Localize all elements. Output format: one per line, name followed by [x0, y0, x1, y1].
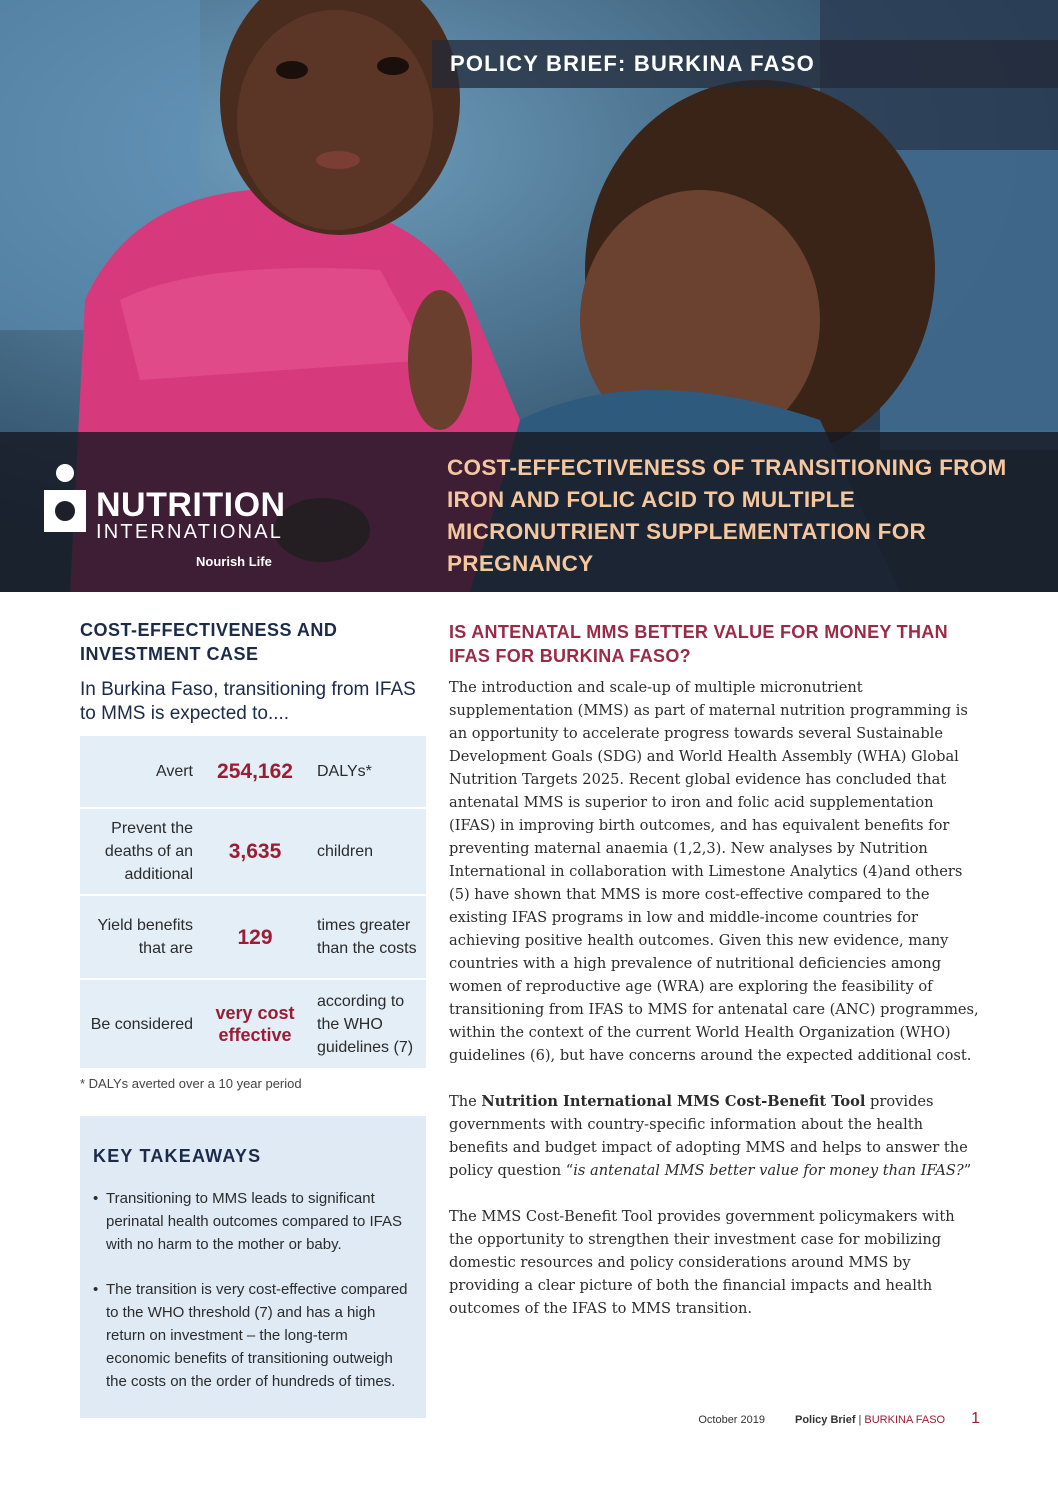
footer-country: BURKINA FASO [864, 1414, 946, 1426]
stat-unit: times greater than the costs [317, 917, 417, 957]
stat-label: Yield benefits that are [97, 917, 193, 957]
investment-heading: COST-EFFECTIVENESS AND INVESTMENT CASE [80, 620, 338, 664]
stat-row [80, 809, 426, 896]
paragraph-policymakers: The MMS Cost-Benefit Tool provides government policymakers with the opportunity to strengthen their investment case for mobilizing domestic resources and policy considerations around MMS by providing a clear picture of both the financial impacts and health outcomes of the IFAS to MMS transition. [449, 1208, 955, 1317]
investment-case-section [80, 618, 426, 726]
key-takeaways-box [80, 1116, 426, 1418]
stat-value: 254,162 [217, 760, 293, 783]
logo-dot-icon [56, 464, 74, 482]
list-item: • The transition is very cost-effective compared to the WHO threshold (7) and has a high return on investment – the long-term economic benefits of transitioning outweigh the costs on the order of hundreds of times. [93, 1278, 412, 1393]
logo-subtitle: INTERNATIONAL [96, 521, 284, 543]
article-section [449, 620, 979, 1343]
page-number: 1 [971, 1410, 980, 1427]
text-span: ” [963, 1162, 972, 1179]
logo-tagline: Nourish Life [196, 554, 272, 569]
question-heading: IS ANTENATAL MMS BETTER VALUE FOR MONEY THAN IFAS FOR BURKINA FASO? [449, 622, 948, 666]
page-footer [698, 1410, 980, 1428]
text-span: The [449, 1093, 482, 1110]
takeaways-heading: KEY TAKEAWAYS [93, 1146, 262, 1166]
stat-label: Avert [155, 763, 193, 780]
stat-unit: children [317, 843, 374, 860]
footer-doc-type: Policy Brief [795, 1414, 856, 1426]
takeaways-list [93, 1187, 412, 1393]
stats-table [80, 736, 426, 1068]
stat-unit: DALYs* [317, 763, 372, 780]
policy-question: is antenatal MMS better value for money than IFAS? [573, 1162, 964, 1179]
logo-wordmark: NUTRITION [96, 486, 286, 524]
footer-separator: | [858, 1414, 862, 1426]
list-item: • Transitioning to MMS leads to significant perinatal health outcomes compared to IFAS with no harm to the mother or baby. [93, 1187, 412, 1256]
stat-value: very cost effective [215, 1003, 295, 1045]
paragraph-tool [449, 1090, 979, 1182]
policy-brief-banner [432, 40, 1058, 88]
tool-name: Nutrition International MMS Cost-Benefit Tool [481, 1093, 866, 1110]
stat-value: 129 [237, 925, 273, 949]
hero-banner [0, 0, 1058, 592]
stat-row [80, 736, 426, 809]
logo-square-icon [44, 490, 86, 532]
stat-label: Be considered [90, 1015, 193, 1033]
investment-intro: In Burkina Faso, transitioning from IFAS to MMS is expected to.... [80, 679, 416, 724]
footer-date: October 2019 [698, 1414, 765, 1426]
nutrition-international-logo [44, 464, 304, 574]
text-span: provides governments with country-specific information about the health benefits and budget impact of adopting MMS and helps to answer the policy question “ [449, 1093, 968, 1179]
policy-brief-label: POLICY BRIEF: BURKINA FASO [450, 51, 815, 76]
stat-row [80, 896, 426, 980]
paragraph-intro: The introduction and scale-up of multiple micronutrient supplementation (MMS) as part of maternal nutrition programming is an opportunity to accelerate progress towards several Sustainable Development Goals (SDG) and World Health Assembly (WHA) Global Nutrition Targets 2025. Recent global evidence has concluded that antenatal MMS is superior to iron and folic acid supplementation (IFAS) in improving birth outcomes, and has equivalent benefits for preventing maternal anaemia (1,2,3). New analyses by Nutrition International in collaboration with Limestone Analytics (4)and others (5) have shown that MMS is more cost-effective compared to the existing IFAS programs in low and middle-income countries for achieving positive health outcomes. Given this new evidence, many countries with a high prevalence of nutritional deficiencies among women of reproductive age (WRA) are exploring the feasibility of transitioning from IFAS to MMS for antenatal care (ANC) programmes, within the context of the current World Health Organization (WHO) guidelines (6), but have concerns around the expected additional cost. [449, 679, 979, 1064]
page-title: COST-EFFECTIVENESS OF TRANSITIONING FROM IRON AND FOLIC ACID TO MULTIPLE MICRONUTRIENT SUPPLEMENTATION FOR PREGNANCY [447, 455, 1007, 576]
stat-value: 3,635 [228, 840, 282, 863]
stat-label: Prevent the deaths of an additional [104, 820, 193, 883]
dalys-footnote: * DALYs averted over a 10 year period [80, 1076, 302, 1091]
stat-unit: according to the WHO guidelines (7) [317, 992, 414, 1056]
stat-row [80, 980, 426, 1068]
